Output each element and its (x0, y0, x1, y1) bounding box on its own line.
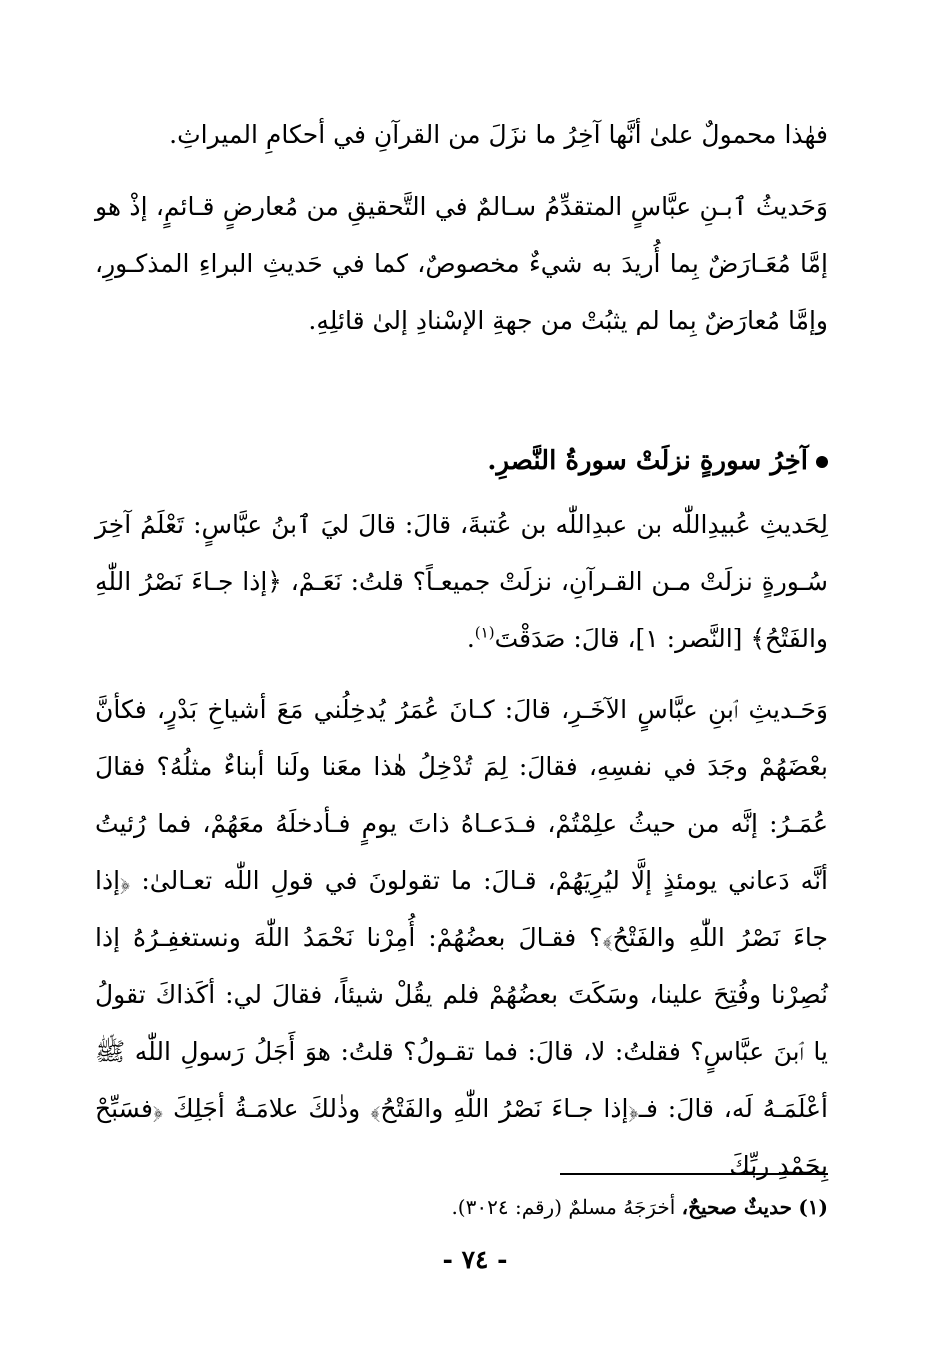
footnote-number: (١) (798, 1195, 828, 1219)
intro-paragraph-2: وَحَديثُ ٱبـنِ عبَّاسٍ المتقدِّمُ سـالمٌ في التَّحقيقِ من مُعارضٍ قـائمٍ، إذْ هو إمَّا مُعَـارَضٌ بِما أُريدَ به شيءٌ مخصوصٌ، كما في حَديثِ البراءِ المذكـورِ، وإمَّا مُعارَضٌ بِما لم يثبُتْ من جهةِ الإسْنادِ إلىٰ قائلِهِ. (95, 192, 828, 335)
section-paragraph-2: وَحَـديثِ ٱبنِ عبَّاسٍ الآخَـرِ، قالَ: كـانَ عُمَرُ يُدخِلُني مَعَ أشياخِ بَدْرٍ، فكأنَّ بعْضَهُمْ وجَدَ في نفسِهِ، فقالَ: لِمَ تُدْخِلُ هٰذا معَنا ولَنا أبناءٌ مثلُهُ؟ فقالَ عُمَـرُ: إنَّه من حيثُ علِمْتُمْ، فـدَعـاهُ ذاتَ يومٍ فـأدخلَهُ معَهُمْ، فما رُئيتُ أنَّه دَعاني يومئذٍ إلَّا ليُرِيَهُمْ، قـالَ: ما تقولونَ في قولِ اللّٰه تعـالىٰ: ﴿إذا جاءَ نَصْرُ اللّٰهِ والفَتْحُ﴾؟ فقـالَ بعضُهُمْ: أُمِرْنا نَحْمَدُ اللّٰهَ ونستغفِـرُهُ إذا نُصِرْنا وفُتِحَ علينا، وسَكَتَ بعضُهُمْ فلم يقُلْ شيئاً، فقالَ لي: أكَذاكَ تقولُ يا ٱبنَ عبَّاسٍ؟ فقلتُ: لا، قالَ: فما تقـولُ؟ قلتُ: هوَ أَجَلُ رَسولِ اللّٰه ﷺ أعْلَمَـهُ لَه، قالَ: فـ﴿إذا جـاءَ نَصْرُ اللّٰهِ والفَتْحُ﴾ وذٰلكَ علامَـةُ أجَلِكَ ﴿فسَبِّحْ بِحَمْدِ ربِّكَ (95, 695, 828, 1180)
footnote-text: أخرَجَهُ مسلمٌ (رقم: ٣٠٢٤). (451, 1195, 676, 1219)
footnote-grade: حديثٌ صحيحٌ، (681, 1195, 792, 1219)
footnote-reference: (١) (474, 623, 495, 642)
footnote-divider (560, 1173, 828, 1175)
section-paragraph-1: لِحَديثِ عُبيدِاللّٰه بن عبدِاللّٰه بن عُتبةَ، قالَ: قالَ ليَ ٱبنُ عبَّاسٍ: تَعْلَمُ آخِرَ سُـورةٍ نزلَتْ مـن القـرآنِ، نزلَتْ جميعـاً؟ قلتُ: نَعَـمْ، ﴿إذا جـاءَ نَصْرُ اللّٰهِ والفَتْحُ﴾ [النَّصر: ١]، قالَ: صَدَقْتَ$^{(١)}$. (95, 510, 828, 653)
page-number: - ٧٤ - (442, 1245, 508, 1274)
intro-paragraph-1: فهٰذا محمولٌ علىٰ أنَّها آخِرُ ما نزَلَ من القرآنِ في أحكامِ الميراثِ. (169, 120, 828, 149)
bullet-icon (816, 456, 828, 468)
section-heading: آخِرُ سورةٍ نزلَتْ سورةُ النَّصرِ. (95, 433, 828, 490)
footnote (95, 1192, 828, 1222)
